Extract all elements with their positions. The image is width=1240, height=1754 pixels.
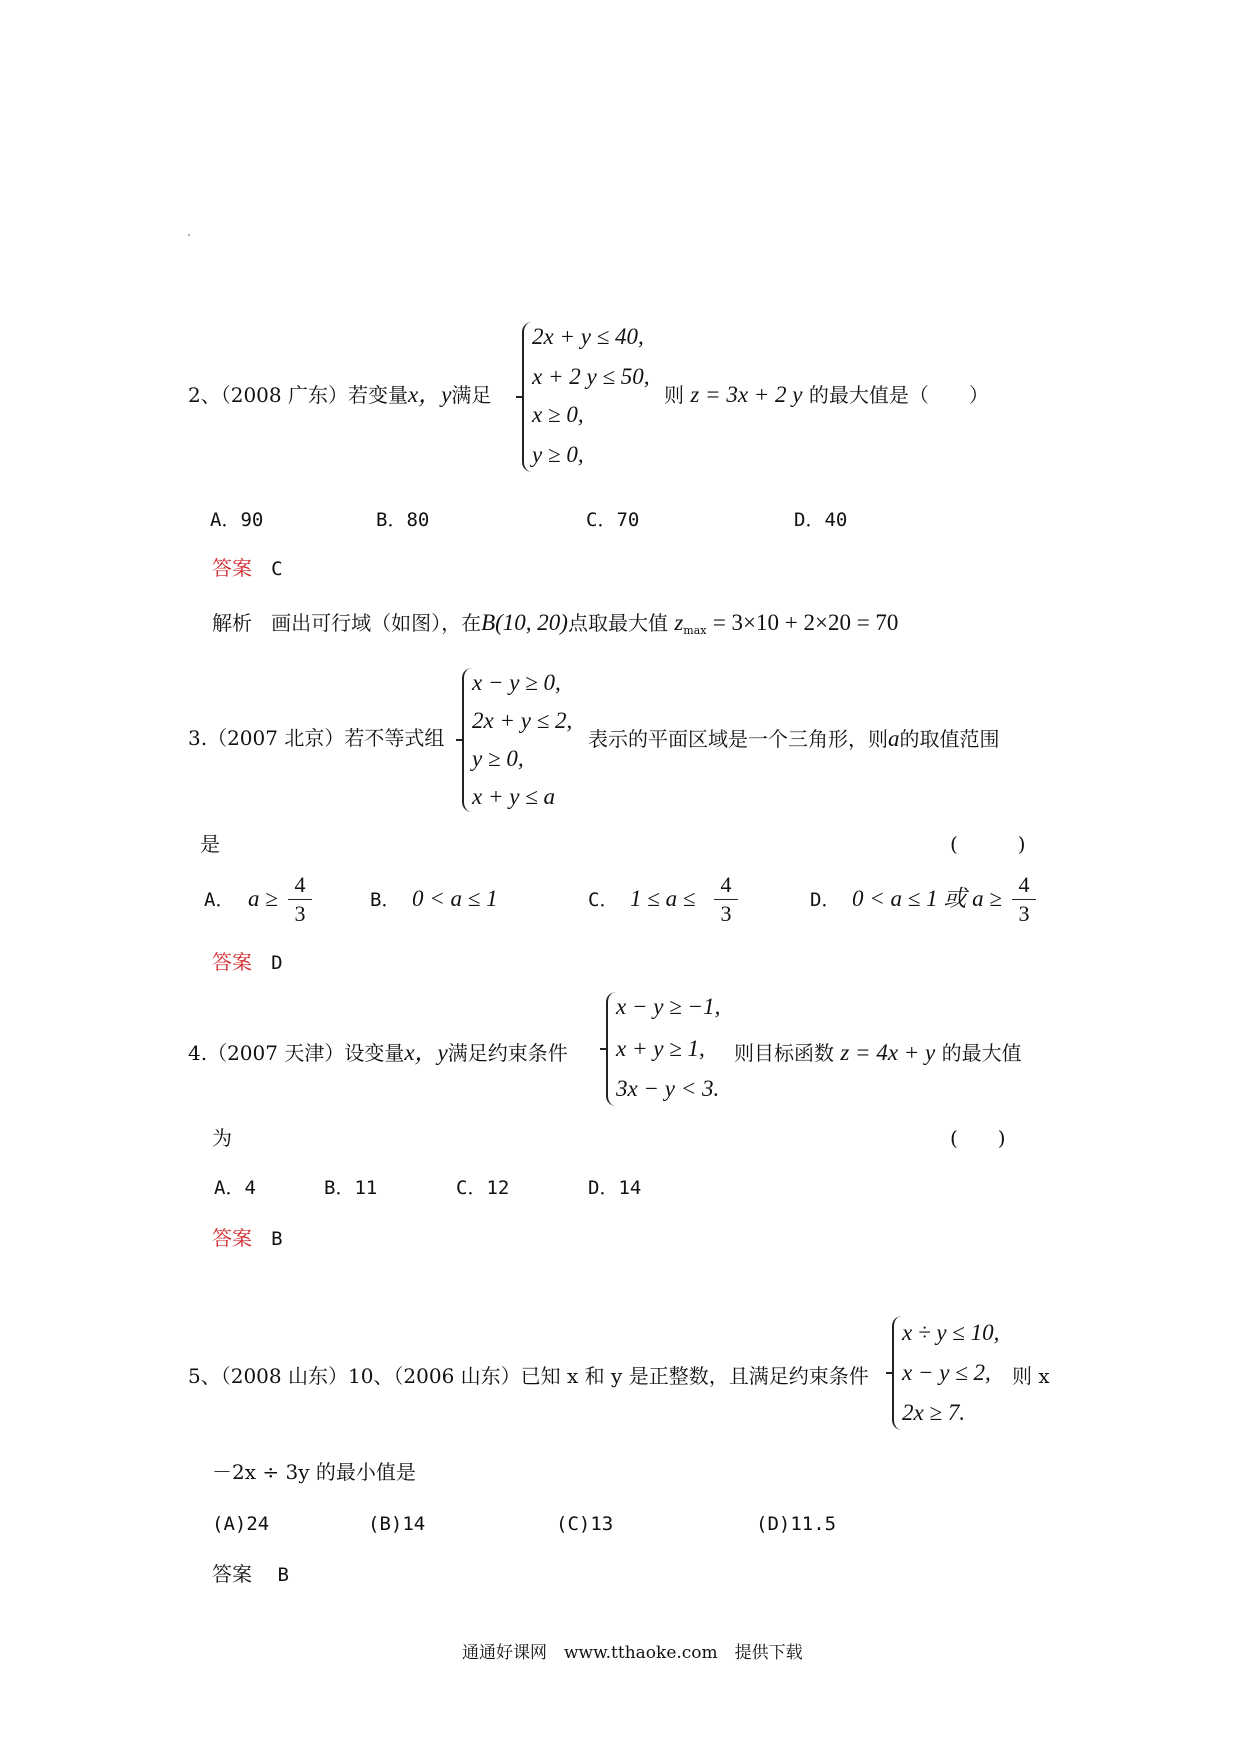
q3-paren: ( ): [950, 832, 1026, 856]
q5-then: 则 x: [1012, 1364, 1050, 1388]
q4-eq-2: x + y ≥ 1,: [616, 1036, 705, 1061]
q4-then: 则目标函数: [734, 1041, 834, 1065]
q5-answer-label: 答案: [212, 1562, 252, 1586]
stray-mark: [188, 234, 190, 236]
q3-option-d-label: D．: [810, 889, 841, 911]
q2-analysis-sub: max: [683, 624, 707, 637]
q4-stem: [188, 1040, 568, 1066]
q3-option-a-frac: [288, 872, 312, 927]
q3-eq-4: x + y ≤ a: [472, 784, 556, 809]
q2-stem: [188, 382, 491, 408]
q2-option-c: C．70: [586, 509, 640, 531]
q4-satisfy: 满足约束条件: [447, 1041, 568, 1065]
q3-option-a-label: A．: [204, 889, 235, 911]
q3-var: a: [888, 726, 900, 751]
q2-answer-label: 答案: [212, 556, 252, 580]
q2-answer: [212, 556, 283, 581]
q3-option-b-label: B．: [370, 889, 401, 911]
q5-answer: [212, 1562, 289, 1587]
q3-option-a-frac-den: 3: [294, 901, 306, 926]
q4-eq-1: x − y ≥ −1,: [616, 994, 721, 1019]
q4-option-a: A．4: [214, 1177, 256, 1199]
q4-eq-3: 3x − y < 3.: [616, 1076, 720, 1101]
q2-objective: z = 3x + 2 y: [690, 382, 803, 407]
q5-cont: －2x ÷ 3y 的最小值是: [212, 1460, 416, 1484]
footer-text: 通通好课网 www.tthaoke.com 提供下载: [462, 1643, 803, 1663]
q3-option-b-expr: 0 < a ≤ 1: [412, 886, 498, 911]
q4-objective: z = 4x + y: [840, 1040, 936, 1065]
q3-option-c-frac-den: 3: [720, 901, 732, 926]
q2-analysis: [212, 610, 898, 643]
q3-eq-2: 2x + y ≤ 2,: [472, 708, 573, 733]
q3-prefix: 3.（2007 北京）若不等式组: [188, 726, 445, 750]
q4-option-c: C．12: [456, 1177, 510, 1199]
q4-option-b: B．11: [324, 1177, 378, 1199]
q4-answer-label: 答案: [212, 1226, 252, 1250]
q4-prefix: 4.（2007 天津）设变量: [188, 1041, 405, 1065]
q3-option-c-expr: 1 ≤ a ≤: [630, 886, 696, 911]
q4-option-d: D．14: [588, 1177, 642, 1199]
q3-option-d-frac-den: 3: [1018, 901, 1030, 926]
q3-suffix: 表示的平面区域是一个三角形，则: [588, 727, 888, 751]
q4-paren: ( ): [950, 1126, 1006, 1150]
q3-answer-value: D: [271, 952, 283, 974]
q3-suffix-line: [588, 726, 1000, 752]
q4-answer: [212, 1226, 283, 1251]
q2-option-a: A．90: [210, 509, 264, 531]
q3-answer: [212, 950, 283, 975]
q3-option-a-expr: a ≥: [248, 886, 278, 911]
q3-suffix2: 的取值范围: [899, 727, 1000, 751]
q3-option-c-label: C．: [588, 889, 619, 911]
q3-option-d-frac: [1012, 872, 1036, 927]
q2-analysis-z: z: [674, 610, 684, 635]
q2-analysis-point: B(10, 20): [481, 610, 568, 635]
q5-option-c: (C)13: [556, 1513, 614, 1535]
q5-option-a: (A)24: [212, 1513, 270, 1535]
q3-option-d-expr: 0 < a ≤ 1 或 a ≥: [852, 886, 1003, 911]
q4-suffix: 的最大值: [941, 1041, 1022, 1065]
q2-objective-line: [664, 382, 989, 408]
q2-analysis-text: 画出可行域（如图），在: [271, 611, 482, 635]
q3-option-c-frac: [714, 872, 738, 927]
q2-eq-2: x + 2 y ≤ 50,: [532, 364, 650, 389]
q4-cont: 为: [212, 1126, 232, 1150]
q2-option-b: B．80: [376, 509, 430, 531]
q5-eq-3: 2x ≥ 7.: [902, 1400, 966, 1425]
q2-eq-4: y ≥ 0,: [532, 442, 584, 467]
q5-option-d: (D)11.5: [756, 1513, 837, 1535]
q2-analysis-expr: = 3×10 + 2×20 = 70: [712, 610, 899, 635]
q5-option-b: (B)14: [368, 1513, 426, 1535]
q2-option-d: D．40: [794, 509, 848, 531]
q4-answer-value: B: [271, 1228, 283, 1250]
q5-answer-value: B: [277, 1564, 289, 1586]
q3-option-d-frac-num: 4: [1018, 872, 1030, 897]
q3-option-a-frac-num: 4: [294, 872, 306, 897]
q2-vars: x，y: [407, 382, 452, 407]
q2-then: 则: [664, 383, 684, 407]
q2-analysis-label: 解析: [212, 611, 252, 635]
q2-eq-3: x ≥ 0,: [532, 402, 584, 427]
q3-eq-1: x − y ≥ 0,: [472, 670, 561, 695]
q5-prefix: 5、（2008 山东）10、（2006 山东）已知 x 和 y 是正整数，且满足约束条件: [188, 1364, 869, 1388]
q4-objective-line: [734, 1040, 1022, 1066]
q3-option-c-frac-num: 4: [720, 872, 732, 897]
q5-eq-2: x − y ≤ 2,: [902, 1360, 991, 1385]
q3-cont: 是: [200, 832, 220, 856]
q2-prefix: 2、（2008 广东）若变量: [188, 383, 408, 407]
q2-suffix: 的最大值是（ ）: [808, 383, 989, 407]
q3-eq-3: y ≥ 0,: [472, 746, 524, 771]
q3-answer-label: 答案: [212, 950, 252, 974]
q4-vars: x，y: [404, 1040, 448, 1065]
q2-eq-1: 2x + y ≤ 40,: [532, 324, 644, 349]
q5-eq-1: x ÷ y ≤ 10,: [902, 1320, 1000, 1345]
q2-analysis-mid: 点取最大值: [567, 611, 668, 635]
q2-answer-value: C: [271, 558, 283, 580]
q2-satisfy: 满足: [451, 383, 492, 407]
